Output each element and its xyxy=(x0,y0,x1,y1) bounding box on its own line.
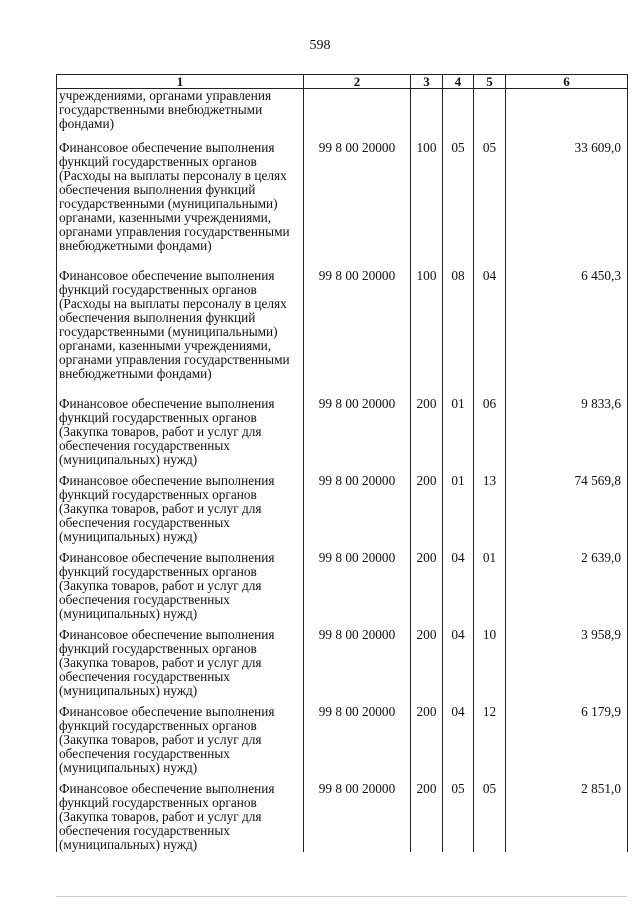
header-row xyxy=(57,75,628,89)
row-description: Финансовое обеспечение выполнения функций государственных органов (Закупка товаров, работ и услуг для обеспечения государственных (муниципальных) нужд) xyxy=(57,782,304,852)
column-header: 6 xyxy=(506,75,628,89)
row-amount: 74 569,8 xyxy=(506,474,628,551)
column-header: 1 xyxy=(57,75,304,89)
row-expense-type: 200 xyxy=(411,474,443,551)
row-expense-type: 200 xyxy=(411,705,443,782)
row-code: 99 8 00 20000 xyxy=(304,397,411,474)
row-description: Финансовое обеспечение выполнения функций государственных органов (Закупка товаров, работ и услуг для обеспечения государственных (муниципальных) нужд) xyxy=(57,705,304,782)
row-section: 05 xyxy=(443,782,474,852)
row-expense-type: 200 xyxy=(411,397,443,474)
row-amount: 9 833,6 xyxy=(506,397,628,474)
row-description: Финансовое обеспечение выполнения функций государственных органов (Закупка товаров, работ и услуг для обеспечения государственных (муниципальных) нужд) xyxy=(57,474,304,551)
row-amount: 33 609,0 xyxy=(506,141,628,269)
row-subsection: 06 xyxy=(474,397,506,474)
row-code: 99 8 00 20000 xyxy=(304,628,411,705)
row-code: 99 8 00 20000 xyxy=(304,705,411,782)
table-row xyxy=(57,782,628,852)
page-number: 598 xyxy=(309,38,331,53)
column-header: 4 xyxy=(443,75,474,89)
row-expense-type: 100 xyxy=(411,141,443,269)
row-subsection: 01 xyxy=(474,551,506,628)
row-amount: 2 851,0 xyxy=(506,782,628,852)
row-code: 99 8 00 20000 xyxy=(304,782,411,852)
column-header: 3 xyxy=(411,75,443,89)
row-subsection: 05 xyxy=(474,141,506,269)
table-row xyxy=(57,551,628,628)
row-code: 99 8 00 20000 xyxy=(304,551,411,628)
row-subsection: 04 xyxy=(474,269,506,397)
table-row xyxy=(57,397,628,474)
row-description: Финансовое обеспечение выполнения функций государственных органов (Закупка товаров, работ и услуг для обеспечения государственных (муниципальных) нужд) xyxy=(57,397,304,474)
row-amount: 2 639,0 xyxy=(506,551,628,628)
column-header: 2 xyxy=(304,75,411,89)
row-code: 99 8 00 20000 xyxy=(304,141,411,269)
row-expense-type: 200 xyxy=(411,551,443,628)
row-expense-type: 200 xyxy=(411,628,443,705)
row-description: Финансовое обеспечение выполнения функций государственных органов (Закупка товаров, работ и услуг для обеспечения государственных (муниципальных) нужд) xyxy=(57,551,304,628)
row-description: Финансовое обеспечение выполнения функций государственных органов (Расходы на выплаты персоналу в целях обеспечения выполнения функций государственными (муниципальными) органами, казенными учреждениями, органами управления государственными внебюджетными фондами) xyxy=(57,141,304,269)
row-section: 04 xyxy=(443,628,474,705)
row-description: учреждениями, органами управления государственными внебюджетными фондами) xyxy=(57,89,304,142)
row-subsection: 10 xyxy=(474,628,506,705)
row-subsection: 05 xyxy=(474,782,506,852)
row-description: Финансовое обеспечение выполнения функций государственных органов (Закупка товаров, работ и услуг для обеспечения государственных (муниципальных) нужд) xyxy=(57,628,304,705)
row-amount: 3 958,9 xyxy=(506,628,628,705)
row-amount: 6 450,3 xyxy=(506,269,628,397)
table-row xyxy=(57,705,628,782)
budget-table xyxy=(56,74,628,852)
column-header: 5 xyxy=(474,75,506,89)
row-code: 99 8 00 20000 xyxy=(304,269,411,397)
row-code: 99 8 00 20000 xyxy=(304,474,411,551)
row-section: 04 xyxy=(443,551,474,628)
table-row xyxy=(57,474,628,551)
row-section: 01 xyxy=(443,474,474,551)
table-row xyxy=(57,269,628,397)
table-row-continuation xyxy=(57,89,628,142)
row-section: 05 xyxy=(443,141,474,269)
row-subsection: 13 xyxy=(474,474,506,551)
page-bottom-divider xyxy=(56,896,627,897)
row-expense-type: 200 xyxy=(411,782,443,852)
row-section: 08 xyxy=(443,269,474,397)
table-row xyxy=(57,141,628,269)
row-amount: 6 179,9 xyxy=(506,705,628,782)
row-section: 04 xyxy=(443,705,474,782)
row-section: 01 xyxy=(443,397,474,474)
row-description: Финансовое обеспечение выполнения функций государственных органов (Расходы на выплаты персоналу в целях обеспечения выполнения функций государственными (муниципальными) органами, казенными учреждениями, органами управления государственными внебюджетными фондами) xyxy=(57,269,304,397)
table-row xyxy=(57,628,628,705)
row-expense-type: 100 xyxy=(411,269,443,397)
row-subsection: 12 xyxy=(474,705,506,782)
